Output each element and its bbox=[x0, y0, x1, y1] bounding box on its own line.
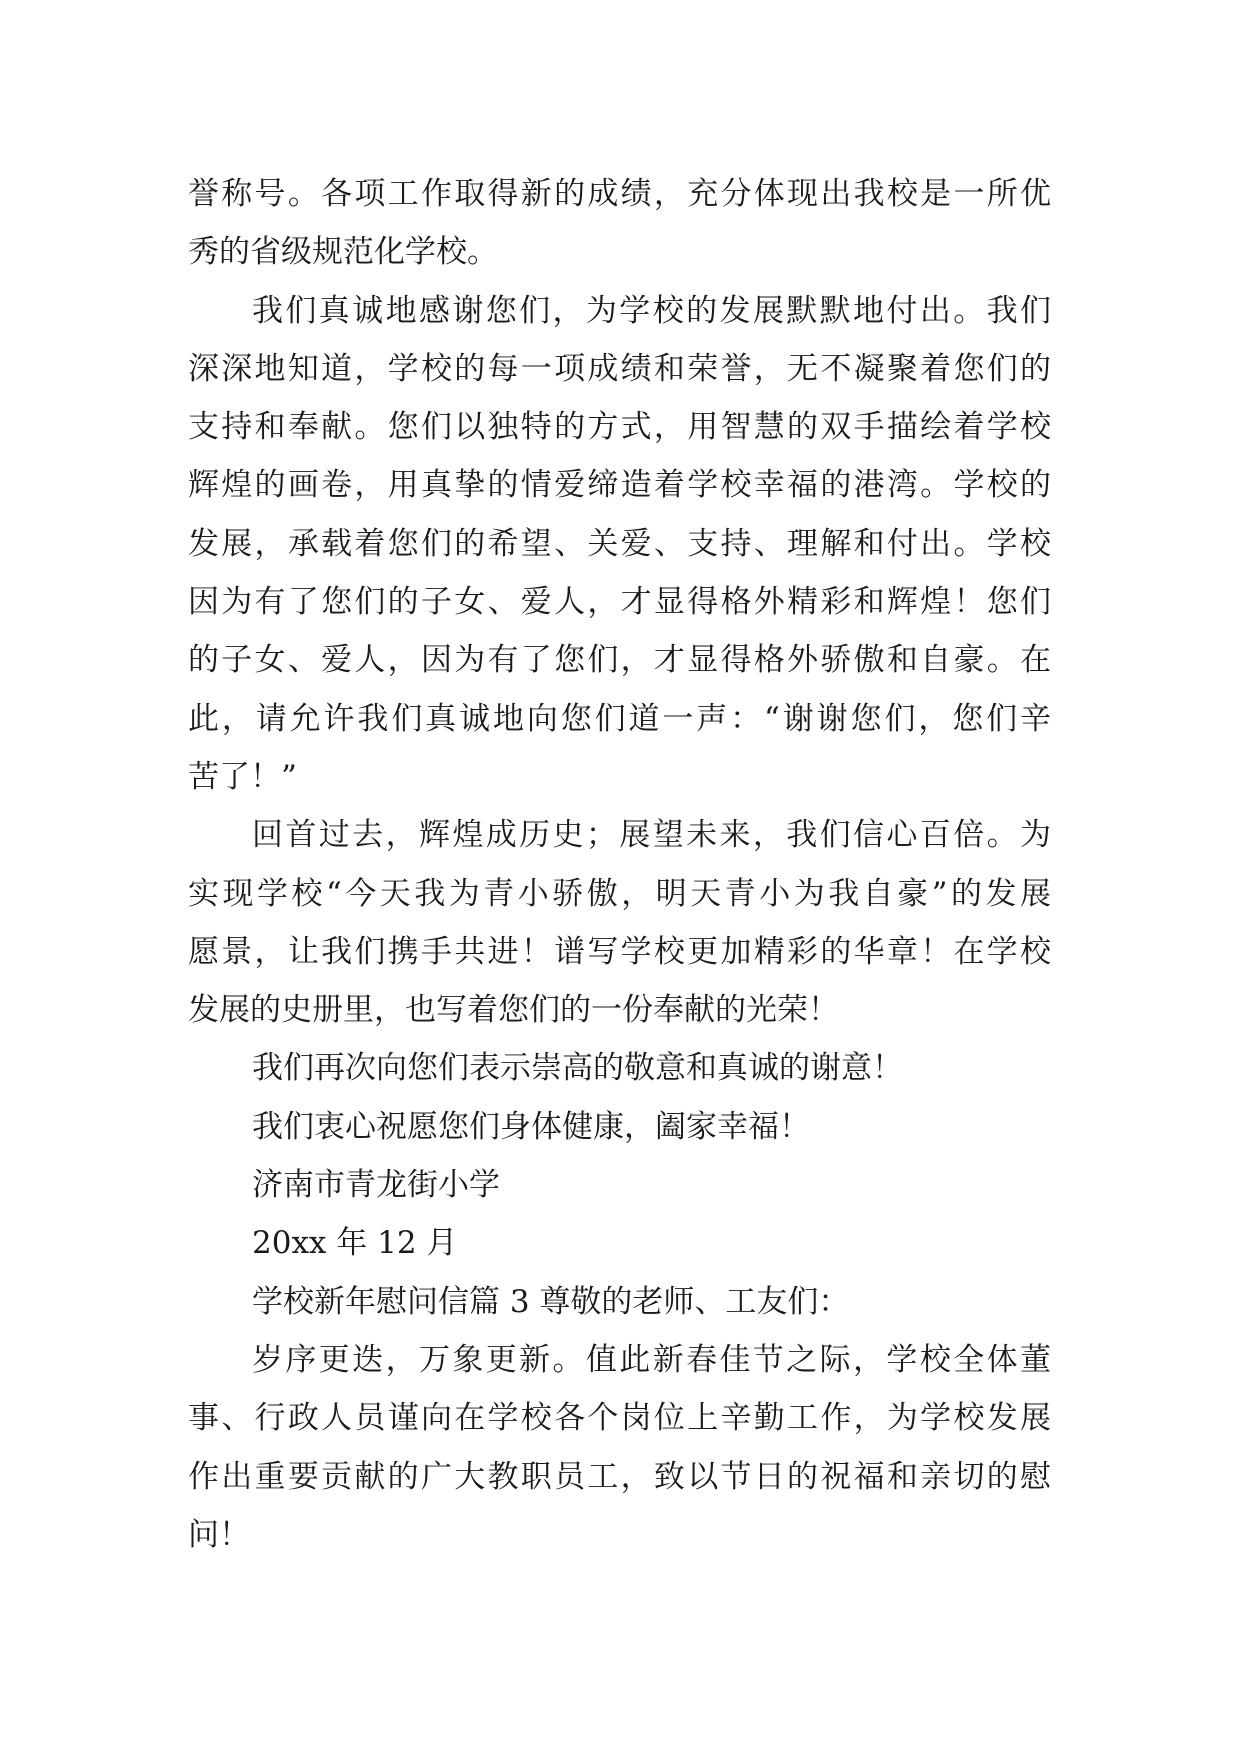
text-line: 学校新年慰问信篇 3 尊敬的老师、工友们： bbox=[252, 1283, 850, 1320]
text-line: 苦了！” bbox=[188, 758, 297, 795]
text-line: 支持和奉献。您们以独特的方式，用智慧的双手描绘着学校 bbox=[188, 409, 1051, 446]
document-page bbox=[188, 0, 1051, 1754]
text-line: 我们再次向您们表示崇高的敬意和真诚的谢意！ bbox=[252, 1050, 903, 1087]
text-line: 的子女、爱人，因为有了您们，才显得格外骄傲和自豪。在 bbox=[188, 642, 1051, 679]
text-line: 回首过去，辉煌成历史；展望未来，我们信心百倍。为 bbox=[252, 817, 1051, 854]
text-line: 济南市青龙街小学 bbox=[252, 1167, 500, 1204]
text-line: 发展的史册里，也写着您们的一份奉献的光荣！ bbox=[188, 992, 839, 1029]
text-line: 发展，承载着您们的希望、关爱、支持、理解和付出。学校 bbox=[188, 525, 1051, 562]
text-line: 我们衷心祝愿您们身体健康，阖家幸福！ bbox=[252, 1108, 810, 1145]
text-line: 岁序更迭，万象更新。值此新春佳节之际，学校全体董 bbox=[252, 1341, 1051, 1378]
text-line: 辉煌的画卷，用真挚的情爱缔造着学校幸福的港湾。学校的 bbox=[188, 467, 1051, 504]
text-line: 愿景，让我们携手共进！谱写学校更加精彩的华章！在学校 bbox=[188, 933, 1051, 970]
text-line: 我们真诚地感谢您们，为学校的发展默默地付出。我们 bbox=[252, 292, 1051, 329]
text-line: 此，请允许我们真诚地向您们道一声：“谢谢您们，您们辛 bbox=[188, 700, 1051, 737]
document-body bbox=[188, 165, 1051, 1564]
text-line: 秀的省级规范化学校。 bbox=[188, 234, 498, 271]
text-line: 誉称号。各项工作取得新的成绩，充分体现出我校是一所优 bbox=[188, 176, 1051, 212]
text-line: 实现学校“今天我为青小骄傲，明天青小为我自豪”的发展 bbox=[188, 875, 1051, 912]
text-line: 事、行政人员谨向在学校各个岗位上辛勤工作，为学校发展 bbox=[188, 1400, 1051, 1437]
text-line: 深深地知道，学校的每一项成绩和荣誉，无不凝聚着您们的 bbox=[188, 350, 1051, 387]
text-line: 因为有了您们的子女、爱人，才显得格外精彩和辉煌！您们 bbox=[188, 584, 1051, 621]
text-line: 20xx 年 12 月 bbox=[252, 1225, 458, 1262]
text-line: 作出重要贡献的广大教职员工，致以节日的祝福和亲切的慰 bbox=[188, 1458, 1051, 1495]
text-line: 问！ bbox=[188, 1516, 250, 1553]
